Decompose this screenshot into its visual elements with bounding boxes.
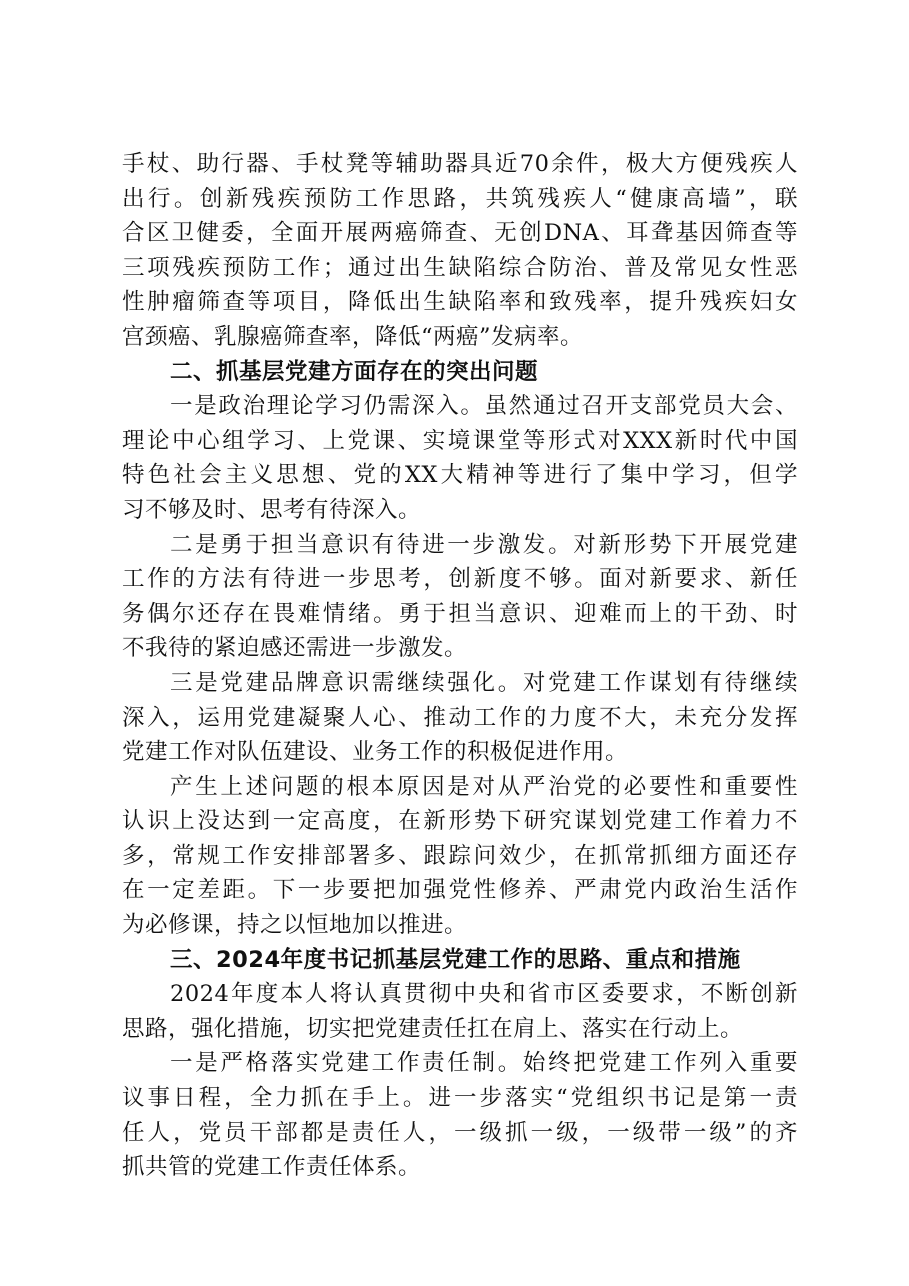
paragraph-line: 合区卫健委，全面开展两癌筛查、无创DNA、耳聋基因筛查等 [122,220,798,247]
paragraph-line: 为必修课，持之以恒地加以推进。 [122,912,468,939]
paragraph-line: 任人，党员干部都是责任人，一级抓一级，一级带一级”的齐 [122,1119,798,1146]
paragraph-line: 党建工作对队伍建设、业务工作的积极促进作用。 [122,739,629,766]
paragraph-line: 多，常规工作安排部署多、跟踪问效少，在抓常抓细方面还存 [122,842,798,869]
paragraph-line: 手杖、助行器、手杖凳等辅助器具近70余件，极大方便残疾人 [122,151,798,177]
paragraph-line: 思路，强化措施，切实把党建责任扛在肩上、落实在行动上。 [122,1015,744,1042]
paragraph-line: 一是严格落实党建工作责任制。始终把党建工作列入重要 [170,1050,798,1077]
paragraph-line: 议事日程，全力抓在手上。进一步落实“党组织书记是第一责 [122,1085,798,1112]
paragraph-line: 三是党建品牌意识需继续强化。对党建工作谋划有待继续 [170,669,798,696]
paragraph-line: 出行。创新残疾预防工作思路，共筑残疾人“健康高墙”，联 [122,185,798,212]
section-heading: 三、2024年度书记抓基层党建工作的思路、重点和措施 [170,946,741,973]
paragraph-line: 工作的方法有待进一步思考，创新度不够。面对新要求、新任 [122,566,798,593]
paragraph-line: 性肿瘤筛查等项目，降低出生缺陷率和致残率，提升残疾妇女 [122,289,798,316]
paragraph-line: 产生上述问题的根本原因是对从严治党的必要性和重要性 [170,773,798,800]
paragraph-line: 理论中心组学习、上党课、实境课堂等形式对XXX新时代中国 [122,427,798,454]
paragraph-line: 二是勇于担当意识有待进一步激发。对新形势下开展党建 [170,531,798,558]
paragraph-line: 习不够及时、思考有待深入。 [122,496,422,523]
paragraph-line: 不我待的紧迫感还需进一步激发。 [122,635,468,662]
paragraph-line: 抓共管的党建工作责任体系。 [122,1154,422,1181]
paragraph-line: 特色社会主义思想、党的XX大精神等进行了集中学习，但学 [122,462,798,489]
paragraph-line: 认识上没达到一定高度，在新形势下研究谋划党建工作着力不 [122,808,798,835]
paragraph-line: 在一定差距。下一步要把加强党性修养、严肃党内政治生活作 [122,877,798,904]
paragraph-line: 2024年度本人将认真贯彻中央和省市区委要求，不断创新 [170,981,798,1008]
paragraph-line: 一是政治理论学习仍需深入。虽然通过召开支部党员大会、 [170,393,798,420]
section-heading: 二、抓基层党建方面存在的突出问题 [170,358,539,385]
paragraph-line: 宫颈癌、乳腺癌筛查率，降低“两癌”发病率。 [122,323,584,350]
paragraph-line: 三项残疾预防工作；通过出生缺陷综合防治、普及常见女性恶 [122,254,798,281]
paragraph-line: 深入，运用党建凝聚人心、推动工作的力度不大，未充分发挥 [122,704,798,731]
document-body [122,147,798,1185]
paragraph-line: 务偶尔还存在畏难情绪。勇于担当意识、迎难而上的干劲、时 [122,600,798,627]
